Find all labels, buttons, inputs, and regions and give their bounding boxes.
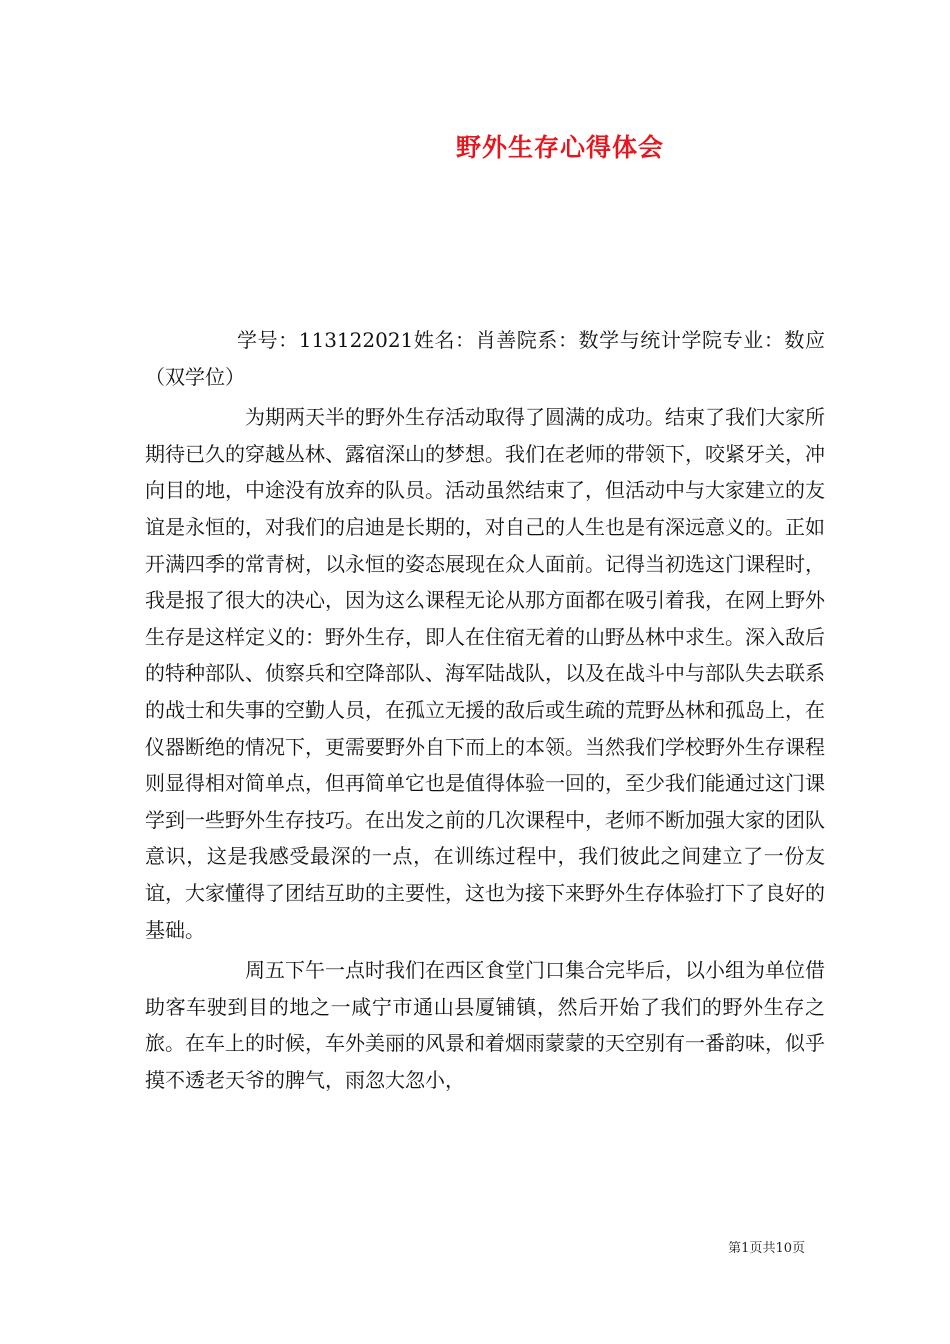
paragraph-1: 为期两天半的野外生存活动取得了圆满的成功。结束了我们大家所期待已久的穿越丛林、露宿深山的梦想。我们在老师的带领下，咬紧牙关，冲向目的地，中途没有放弃的队员。活动虽然结束了，但活动中与大家建立的友谊是永恒的，对我们的启迪是长期的，对自己的人生也是有深远意义的。正如开满四季的常青树，以永恒的姿态展现在众人面前。记得当初选这门课程时，我是报了很大的决心，因为这么课程无论从那方面都在吸引着我，在网上野外生存是这样定义的：野外生存，即人在住宿无着的山野丛林中求生。深入敌后的特种部队、侦察兵和空降部队、海军陆战队，以及在战斗中与部队失去联系的战士和失事的空勤人员，在孤立无援的敌后或生疏的荒野丛林和孤岛上，在仪器断绝的情况下，更需要野外自下而上的本领。当然我们学校野外生存课程则显得相对简单点，但再简单它也是值得体验一回的，至少我们能通过这门课学到一些野外生存技巧。在出发之前的几次课程中，老师不断加强大家的团队意识，这是我感受最深的一点，在训练过程中，我们彼此之间建立了一份友谊，大家懂得了团结互助的主要性，这也为接下来野外生存体验打下了良好的基础。 — [145, 405, 825, 942]
page-number-footer: 第1页共10页 — [728, 1241, 805, 1256]
student-info: 学号：113122021姓名：肖善院系：数学与统计学院专业：数应（双学位） — [145, 328, 825, 389]
document-title: 野外生存心得体会 — [455, 133, 664, 162]
document-body — [145, 322, 825, 1102]
paragraph-2: 周五下午一点时我们在西区食堂门口集合完毕后，以小组为单位借助客车驶到目的地之一咸宁市通山县厦铺镇，然后开始了我们的野外生存之旅。在车上的时候，车外美丽的风景和着烟雨蒙蒙的天空别有一番韵味，似乎摸不透老天爷的脾气，雨忽大忽小， — [145, 958, 825, 1092]
